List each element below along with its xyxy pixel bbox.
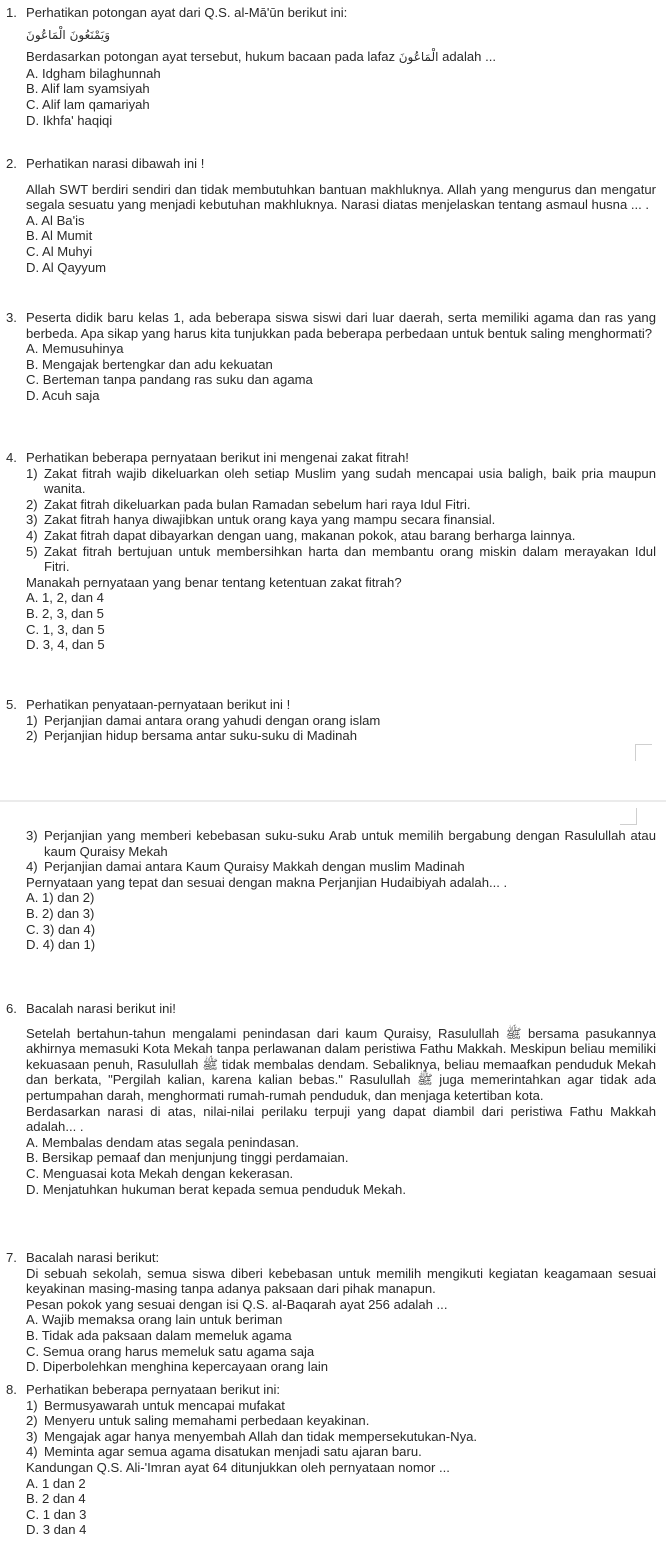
question-number: 3. [6, 310, 17, 325]
arabic-verse: وَيَمْنَعُونَ الْمَاعُونَ [26, 27, 111, 42]
statement-item: 4) Zakat fitrah dapat dibayarkan dengan uang, makanan pokok, atau barang berharga lainnya. [26, 527, 576, 543]
statement-item: 5) Zakat fitrah bertujuan untuk membersihkan harta dan membantu orang miskin dalam merayakan Idul Fitri. [26, 543, 656, 575]
question-5 [0, 697, 666, 744]
option-d[interactable]: D. 3, 4, dan 5 [26, 637, 105, 653]
question-number: 5. [6, 697, 17, 712]
question-number: 2. [6, 156, 17, 171]
statement-item: 2) Zakat fitrah dikeluarkan pada bulan Ramadan sebelum hari raya Idul Fitri. [26, 496, 471, 512]
question-3 [0, 310, 666, 404]
question-text: Perhatikan narasi dibawah ini ! [26, 156, 205, 171]
option-b[interactable]: B. Tidak ada paksaan dalam memeluk agama [26, 1327, 292, 1343]
option-b[interactable]: B. Al Mumit [26, 228, 93, 244]
option-b[interactable]: B. 2) dan 3) [26, 905, 95, 921]
option-a[interactable]: A. Memusuhinya [26, 341, 124, 357]
question-prompt: Berdasarkan potongan ayat tersebut, hukum bacaan pada lafaz الْمَاعُونَ adalah ... [26, 49, 496, 65]
option-b[interactable]: B. Mengajak bertengkar dan adu kekuatan [26, 356, 273, 372]
statement-item: 3) Zakat fitrah hanya diwajibkan untuk orang kaya yang mampu secara finansial. [26, 512, 496, 528]
question-text: Bacalah narasi berikut ini! [26, 1001, 176, 1016]
option-d[interactable]: D. Menjatuhkan hukuman berat kepada semua penduduk Mekah. [26, 1181, 406, 1197]
option-a[interactable]: A. Membalas dendam atas segala penindasan. [26, 1134, 299, 1150]
option-d[interactable]: D. 4) dan 1) [26, 937, 96, 953]
question-number: 7. [6, 1250, 17, 1265]
statement-item: 1) Perjanjian damai antara orang yahudi dengan orang islam [26, 712, 381, 728]
option-a[interactable]: A. 1 dan 2 [26, 1475, 86, 1491]
option-c[interactable]: C. 1 dan 3 [26, 1506, 87, 1522]
narrative-paragraph: Allah SWT berdiri sendiri dan tidak membutuhkan bantuan makhluknya. Allah yang mengurus dan mengatur segala sesuatu yang menjadi kebutuhan makhluknya. Narasi diatas menjelaskan tentang asmaul husna ... . [26, 181, 656, 213]
question-prompt: Kandungan Q.S. Ali-'Imran ayat 64 ditunjukkan oleh pernyataan nomor ... [26, 1459, 450, 1475]
question-5-continued [0, 828, 666, 953]
question-number: 4. [6, 450, 17, 465]
question-text: Perhatikan beberapa pernyataan berikut ini mengenai zakat fitrah! [26, 450, 409, 465]
crop-corner-mark [635, 744, 652, 761]
question-8 [0, 1382, 666, 1538]
option-d[interactable]: D. Al Qayyum [26, 259, 107, 275]
question-text: Bacalah narasi berikut: [26, 1250, 160, 1265]
option-a[interactable]: A. Idgham bilaghunnah [26, 65, 161, 81]
narrative-paragraph: Setelah bertahun-tahun mengalami penindasan dari kaum Quraisy, Rasulullah ﷺ bersama pasukannya akhirnya memasuki Kota Mekah tanpa perlawanan dalam peristiwa Fathu Makkah. Meskipun beliau memiliki kekuasaan penuh, Rasulullah ﷺ tidak membalas dendam. Sebaliknya, beliau memaafkan penduduk Mekah dan berkata, "Pergilah kalian, karena kalian bebas." Rasulullah ﷺ juga memerintahkan agar tidak ada pertumpahan darah, menghormati rumah-rumah penduduk, dan menjaga ketertiban kota. [26, 1025, 656, 1103]
option-c[interactable]: C. Al Muhyi [26, 243, 93, 259]
option-c[interactable]: C. Menguasai kota Mekah dengan kekerasan. [26, 1165, 294, 1181]
question-text: Perhatikan potongan ayat dari Q.S. al-Mā'ūn berikut ini: [26, 5, 348, 20]
question-7 [0, 1250, 666, 1375]
option-b[interactable]: B. 2, 3, dan 5 [26, 605, 104, 621]
statement-item: 1) Bermusyawarah untuk mencapai mufakat [26, 1397, 285, 1413]
question-number: 6. [6, 1001, 17, 1016]
option-d[interactable]: D. Diperbolehkan menghina kepercayaan orang lain [26, 1359, 329, 1375]
statement-item: 4) Perjanjian damai antara Kaum Quraisy Makkah dengan muslim Madinah [26, 859, 465, 875]
statement-item: 4) Meminta agar semua agama disatukan menjadi satu ajaran baru. [26, 1444, 422, 1460]
question-text: Perhatikan penyataan-pernyataan berikut ini ! [26, 697, 291, 712]
question-4 [0, 450, 666, 653]
question-prompt: Berdasarkan narasi di atas, nilai-nilai perilaku terpuji yang dapat diambil dari peristiwa Fathu Makkah adalah... . [26, 1103, 656, 1135]
statement-item: 3) Mengajak agar hanya menyembah Allah dan tidak mempersekutukan-Nya. [26, 1428, 478, 1444]
statement-item: 2) Perjanjian hidup bersama antar suku-suku di Madinah [26, 728, 357, 744]
option-c[interactable]: C. Berteman tanpa pandang ras suku dan agama [26, 372, 313, 388]
page-separator [0, 800, 666, 802]
option-c[interactable]: C. 1, 3, dan 5 [26, 621, 105, 637]
question-number: 1. [6, 5, 17, 20]
option-b[interactable]: B. Alif lam syamsiyah [26, 81, 150, 97]
option-c[interactable]: C. Alif lam qamariyah [26, 96, 150, 112]
option-b[interactable]: B. 2 dan 4 [26, 1491, 86, 1507]
option-a[interactable]: A. 1, 2, dan 4 [26, 590, 104, 606]
question-prompt: Pernyataan yang tepat dan sesuai dengan makna Perjanjian Hudaibiyah adalah... . [26, 874, 508, 890]
question-1 [0, 5, 666, 128]
option-d[interactable]: D. 3 dan 4 [26, 1522, 87, 1538]
question-number: 8. [6, 1382, 17, 1397]
question-text: Peserta didik baru kelas 1, ada beberapa siswa siswi dari luar daerah, serta memiliki agama dan ras yang berbeda. Apa sikap yang harus kita tunjukkan pada beberapa perbedaan untuk bentuk saling menghormati? [26, 310, 656, 341]
crop-corner-mark [620, 808, 637, 825]
option-a[interactable]: A. Al Ba'is [26, 212, 85, 228]
question-prompt: Pesan pokok yang sesuai dengan isi Q.S. al-Baqarah ayat 256 adalah ... [26, 1296, 448, 1312]
option-c[interactable]: C. Semua orang harus memeluk satu agama saja [26, 1343, 315, 1359]
option-c[interactable]: C. 3) dan 4) [26, 921, 96, 937]
question-prompt: Manakah pernyataan yang benar tentang ketentuan zakat fitrah? [26, 574, 402, 590]
option-a[interactable]: A. Wajib memaksa orang lain untuk beriman [26, 1312, 283, 1328]
option-b[interactable]: B. Bersikap pemaaf dan menjunjung tinggi perdamaian. [26, 1150, 349, 1166]
statement-item: 2) Menyeru untuk saling memahami perbedaan keyakinan. [26, 1413, 370, 1429]
statement-item: 3) Perjanjian yang memberi kebebasan suku-suku Arab untuk memilih bergabung dengan Rasulullah atau kaum Quraisy Mekah [26, 828, 656, 859]
option-a[interactable]: A. 1) dan 2) [26, 890, 95, 906]
narrative-paragraph: Di sebuah sekolah, semua siswa diberi kebebasan untuk memilih mengikuti kegiatan keagamaan sesuai keyakinan masing-masing tanpa adanya paksaan dari pihak manapun. [26, 1265, 656, 1297]
question-2 [0, 156, 666, 275]
question-text: Perhatikan beberapa pernyataan berikut ini: [26, 1382, 281, 1397]
option-d[interactable]: D. Acuh saja [26, 387, 100, 403]
option-d[interactable]: D. Ikhfa' haqiqi [26, 112, 113, 128]
question-6 [0, 1001, 666, 1197]
statement-item: 1) Zakat fitrah wajib dikeluarkan oleh setiap Muslim yang sudah mencapai usia baligh, baik pria maupun wanita. [26, 465, 656, 497]
